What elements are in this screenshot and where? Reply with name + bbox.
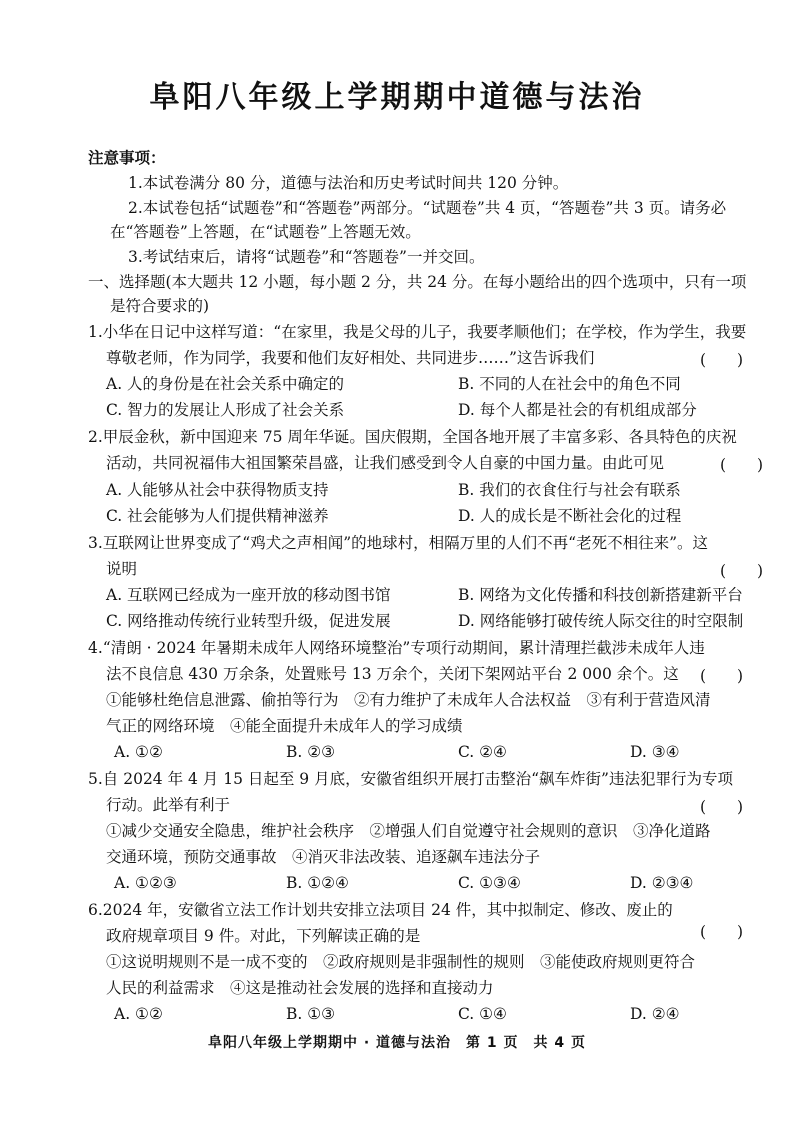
question-6-stem: 6.2024 年，安徽省立法工作计划共安排立法项目 24 件，其中拟制定、修改、废止的 — [88, 901, 673, 919]
answer-blank: ( ) — [720, 562, 764, 580]
question-4-stem: 法不良信息 430 万余条，处置账号 13 万余个，关闭下架网站平台 2 000 余个。这 — [106, 665, 679, 683]
question-5-stem: 行动。此举有利于 — [106, 796, 231, 814]
question-3-option-d: D. 网络能够打破传统人际交往的时空限制 — [458, 612, 744, 630]
question-3-option-b: B. 网络为文化传播和科技创新搭建新平台 — [458, 586, 743, 604]
question-2-stem: 活动，共同祝福伟大祖国繁荣昌盛，让我们感受到令人自豪的中国力量。由此可见 — [106, 454, 665, 472]
section-heading: 一、选择题(本大题共 12 小题，每小题 2 分，共 24 分。在每小题给出的四个选项中，只有一项 — [88, 273, 747, 291]
question-6-stem: 政府规章项目 9 件。对此，下列解读正确的是 — [106, 927, 421, 945]
question-2-stem: 2.甲辰金秋，新中国迎来 75 周年华诞。国庆假期，全国各地开展了丰富多彩、各具特色的庆祝 — [88, 428, 737, 446]
question-4-option-d: D. ③④ — [630, 743, 680, 761]
question-6-statements: 人民的利益需求 ④这是推动社会发展的选择和直接动力 — [106, 979, 494, 997]
question-6-statements: ①这说明规则不是一成不变的 ②政府规则是非强制性的规则 ③能使政府规则更符合 — [106, 953, 696, 971]
question-2-option-a: A. 人能够从社会中获得物质支持 — [106, 481, 329, 499]
question-2-option-b: B. 我们的衣食住行与社会有联系 — [458, 481, 681, 499]
question-1-stem: 尊敬老师，作为同学，我要和他们友好相处、共同进步……”这告诉我们 — [106, 349, 595, 367]
question-5-option-a: A. ①②③ — [114, 874, 177, 892]
answer-blank: ( ) — [700, 798, 744, 816]
question-5-statements: 交通环境，预防交通事故 ④消灭非法改装、追逐飙车违法分子 — [106, 848, 541, 866]
question-3-stem: 3.互联网让世界变成了“鸡犬之声相闻”的地球村，相隔万里的人们不再“老死不相往来”。这 — [88, 534, 708, 552]
page-footer: 阜阳八年级上学期期中 · 道德与法治 第 1 页 共 4 页 — [207, 1035, 587, 1051]
question-6-option-c: C. ①④ — [458, 1005, 507, 1023]
notice-heading: 注意事项： — [88, 148, 166, 167]
question-3-option-a: A. 互联网已经成为一座开放的移动图书馆 — [106, 586, 391, 604]
notice-item: 在“答题卷”上答题，在“试题卷”上答题无效。 — [110, 223, 421, 241]
answer-blank: ( ) — [700, 667, 744, 685]
question-5-option-b: B. ①②④ — [286, 874, 349, 892]
question-5-statements: ①减少交通安全隐患，维护社会秩序 ②增强人们自觉遵守社会规则的意识 ③净化道路 — [106, 822, 711, 840]
section-heading-cont: 是符合要求的) — [110, 297, 210, 315]
question-1-option-c: C. 智力的发展让人形成了社会关系 — [106, 401, 345, 419]
page-title: 阜阳八年级上学期期中道德与法治 — [149, 80, 645, 115]
question-2-option-d: D. 人的成长是不断社会化的过程 — [458, 507, 682, 525]
question-4-option-b: B. ②③ — [286, 743, 336, 761]
question-5-option-d: D. ②③④ — [630, 874, 694, 892]
answer-blank: ( ) — [720, 456, 764, 474]
notice-item: 3.考试结束后，请将“试题卷”和“答题卷”一并交回。 — [128, 248, 485, 266]
question-2-option-c: C. 社会能够为人们提供精神滋养 — [106, 507, 329, 525]
question-4-stem: 4.“清朗 · 2024 年暑期未成年人网络环境整治”专项行动期间，累计清理拦截涉未成年人违 — [88, 639, 705, 657]
question-4-option-a: A. ①② — [114, 743, 163, 761]
question-5-option-c: C. ①③④ — [458, 874, 521, 892]
question-3-stem: 说明 — [106, 560, 138, 578]
question-4-statements: ①能够杜绝信息泄露、偷拍等行为 ②有力维护了未成年人合法权益 ③有利于营造风清 — [106, 691, 711, 709]
question-6-option-a: A. ①② — [114, 1005, 163, 1023]
question-5-stem: 5.自 2024 年 4 月 15 日起至 9 月底，安徽省组织开展打击整治“飙车炸街”违法犯罪行为专项 — [88, 770, 733, 788]
question-6-option-b: B. ①③ — [286, 1005, 336, 1023]
question-1-option-d: D. 每个人都是社会的有机组成部分 — [458, 401, 697, 419]
question-3-option-c: C. 网络推动传统行业转型升级，促进发展 — [106, 612, 391, 630]
notice-item: 2.本试卷包括“试题卷”和“答题卷”两部分。“试题卷”共 4 页，“答题卷”共 3 页。请务必 — [128, 199, 727, 217]
answer-blank: ( ) — [700, 923, 744, 941]
notice-item: 1.本试卷满分 80 分，道德与法治和历史考试时间共 120 分钟。 — [128, 174, 569, 192]
question-1-option-a: A. 人的身份是在社会关系中确定的 — [106, 375, 345, 393]
question-4-option-c: C. ②④ — [458, 743, 507, 761]
question-6-option-d: D. ②④ — [630, 1005, 680, 1023]
answer-blank: ( ) — [700, 351, 744, 369]
question-1-stem: 1.小华在日记中这样写道：“在家里，我是父母的儿子，我要孝顺他们；在学校，作为学生，我要 — [88, 323, 747, 341]
question-4-statements: 气正的网络环境 ④能全面提升未成年人的学习成绩 — [106, 717, 463, 735]
question-1-option-b: B. 不同的人在社会中的角色不同 — [458, 375, 681, 393]
